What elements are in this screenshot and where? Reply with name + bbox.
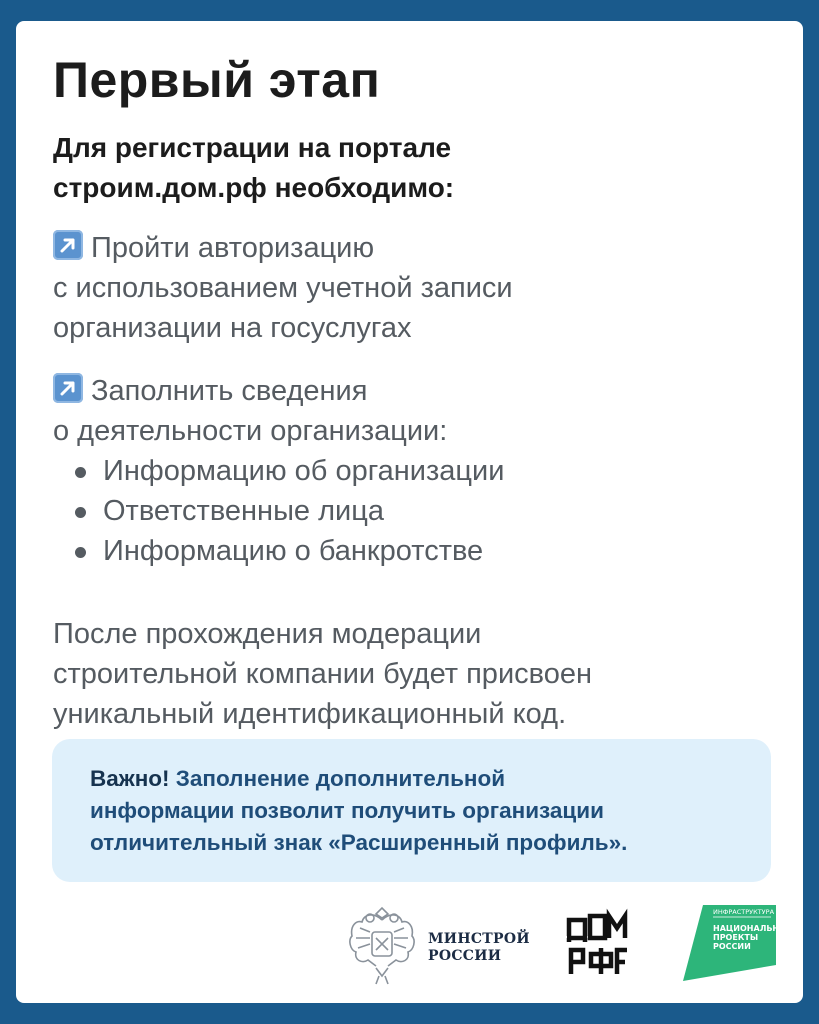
logos-row <box>16 901 803 996</box>
text-line: После прохождения модерации <box>53 618 482 650</box>
svg-text:НАЦИОНАЛЬНЫЕ: НАЦИОНАЛЬНЫЕ <box>713 924 793 933</box>
dom-rf-logo <box>567 912 629 976</box>
step-2 <box>53 371 773 571</box>
step-2-line: о деятельности организации: <box>53 415 448 447</box>
arrow-up-right-icon <box>53 373 83 403</box>
step-1-line: с использованием учетной записи <box>53 272 513 304</box>
note-line: информации позволит получить организации <box>90 798 604 823</box>
svg-text:ПРОЕКТЫ: ПРОЕКТЫ <box>713 933 759 942</box>
arrow-up-right-icon <box>53 230 83 260</box>
step-2-line: Заполнить сведения <box>53 371 773 411</box>
note-line: Важно! Заполнение дополнительной <box>90 766 506 791</box>
coat-of-arms-icon <box>346 906 418 986</box>
step-2-bullets <box>53 451 773 571</box>
important-label: Важно! <box>90 766 170 791</box>
subtitle-line: Для регистрации на портале <box>53 132 452 163</box>
svg-text:ИНФРАСТРУКТУРА: ИНФРАСТРУКТУРА <box>713 908 775 916</box>
subtitle-line: строим.дом.рф необходимо: <box>53 172 455 203</box>
text-line: уникальный идентификационный код. <box>53 698 567 730</box>
minstroy-logo: МИНСТРОЙ РОССИИ <box>428 931 530 964</box>
important-note <box>52 739 771 882</box>
text-line: строительной компании будет присвоен <box>53 658 592 690</box>
step-1-line: Пройти авторизацию <box>53 228 773 268</box>
after-moderation-text <box>53 614 773 734</box>
list-item: Информацию о банкротстве <box>53 531 773 571</box>
content-card <box>16 21 803 1003</box>
national-projects-logo <box>681 903 793 985</box>
list-item: Информацию об организации <box>53 451 773 491</box>
svg-text:РОССИИ: РОССИИ <box>713 942 751 951</box>
step-1 <box>53 228 773 348</box>
page-title: Первый этап <box>53 52 381 108</box>
subtitle <box>53 128 753 208</box>
note-line: отличительный знак «Расширенный профиль». <box>90 830 628 855</box>
list-item: Ответственные лица <box>53 491 773 531</box>
step-1-line: организации на госуслугах <box>53 312 412 344</box>
